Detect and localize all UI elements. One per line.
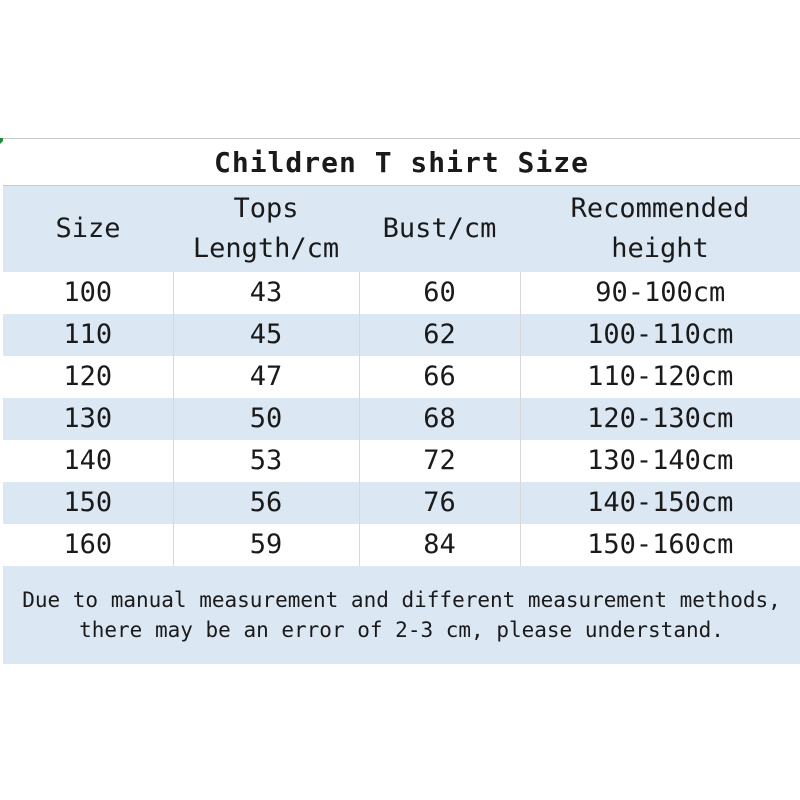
cell-bust: 60 [359,272,520,314]
table-row [3,482,800,524]
cell-bust: 84 [359,524,520,566]
cell-size: 150 [3,482,173,524]
header-tops-length [173,186,359,272]
note-line-1: Due to manual measurement and different measurement methods, [22,588,781,612]
table-row [3,398,800,440]
chart-title: Children T shirt Size [3,138,800,186]
size-chart [3,138,800,662]
note-line-2: there may be an error of 2-3 cm, please understand. [79,618,724,642]
cell-bust: 68 [359,398,520,440]
table-row [3,524,800,566]
cell-height: 140-150cm [520,482,800,524]
size-table [3,186,800,566]
table-row [3,314,800,356]
cell-length: 53 [173,440,359,482]
cell-height: 100-110cm [520,314,800,356]
header-recommended-height [520,186,800,272]
cell-length: 56 [173,482,359,524]
cell-length: 50 [173,398,359,440]
cell-height: 120-130cm [520,398,800,440]
cell-size: 130 [3,398,173,440]
table-row [3,272,800,314]
header-row [3,186,800,272]
header-height-line2: height [611,233,709,264]
header-tops-length-line1: Tops [233,193,299,224]
cell-height: 110-120cm [520,356,800,398]
cell-size: 160 [3,524,173,566]
measurement-note [3,566,800,664]
cell-length: 43 [173,272,359,314]
table-row [3,356,800,398]
cell-length: 59 [173,524,359,566]
cell-length: 47 [173,356,359,398]
cell-size: 100 [3,272,173,314]
cell-height: 150-160cm [520,524,800,566]
cell-bust: 66 [359,356,520,398]
cell-bust: 72 [359,440,520,482]
cell-bust: 76 [359,482,520,524]
header-size: Size [3,186,173,272]
cell-bust: 62 [359,314,520,356]
cell-size: 120 [3,356,173,398]
header-tops-length-line2: Length/cm [192,233,340,264]
cell-size: 140 [3,440,173,482]
cell-height: 90-100cm [520,272,800,314]
table-row [3,440,800,482]
cell-height: 130-140cm [520,440,800,482]
cell-size: 110 [3,314,173,356]
header-height-line1: Recommended [570,193,750,224]
header-bust: Bust/cm [359,186,520,272]
cell-length: 45 [173,314,359,356]
